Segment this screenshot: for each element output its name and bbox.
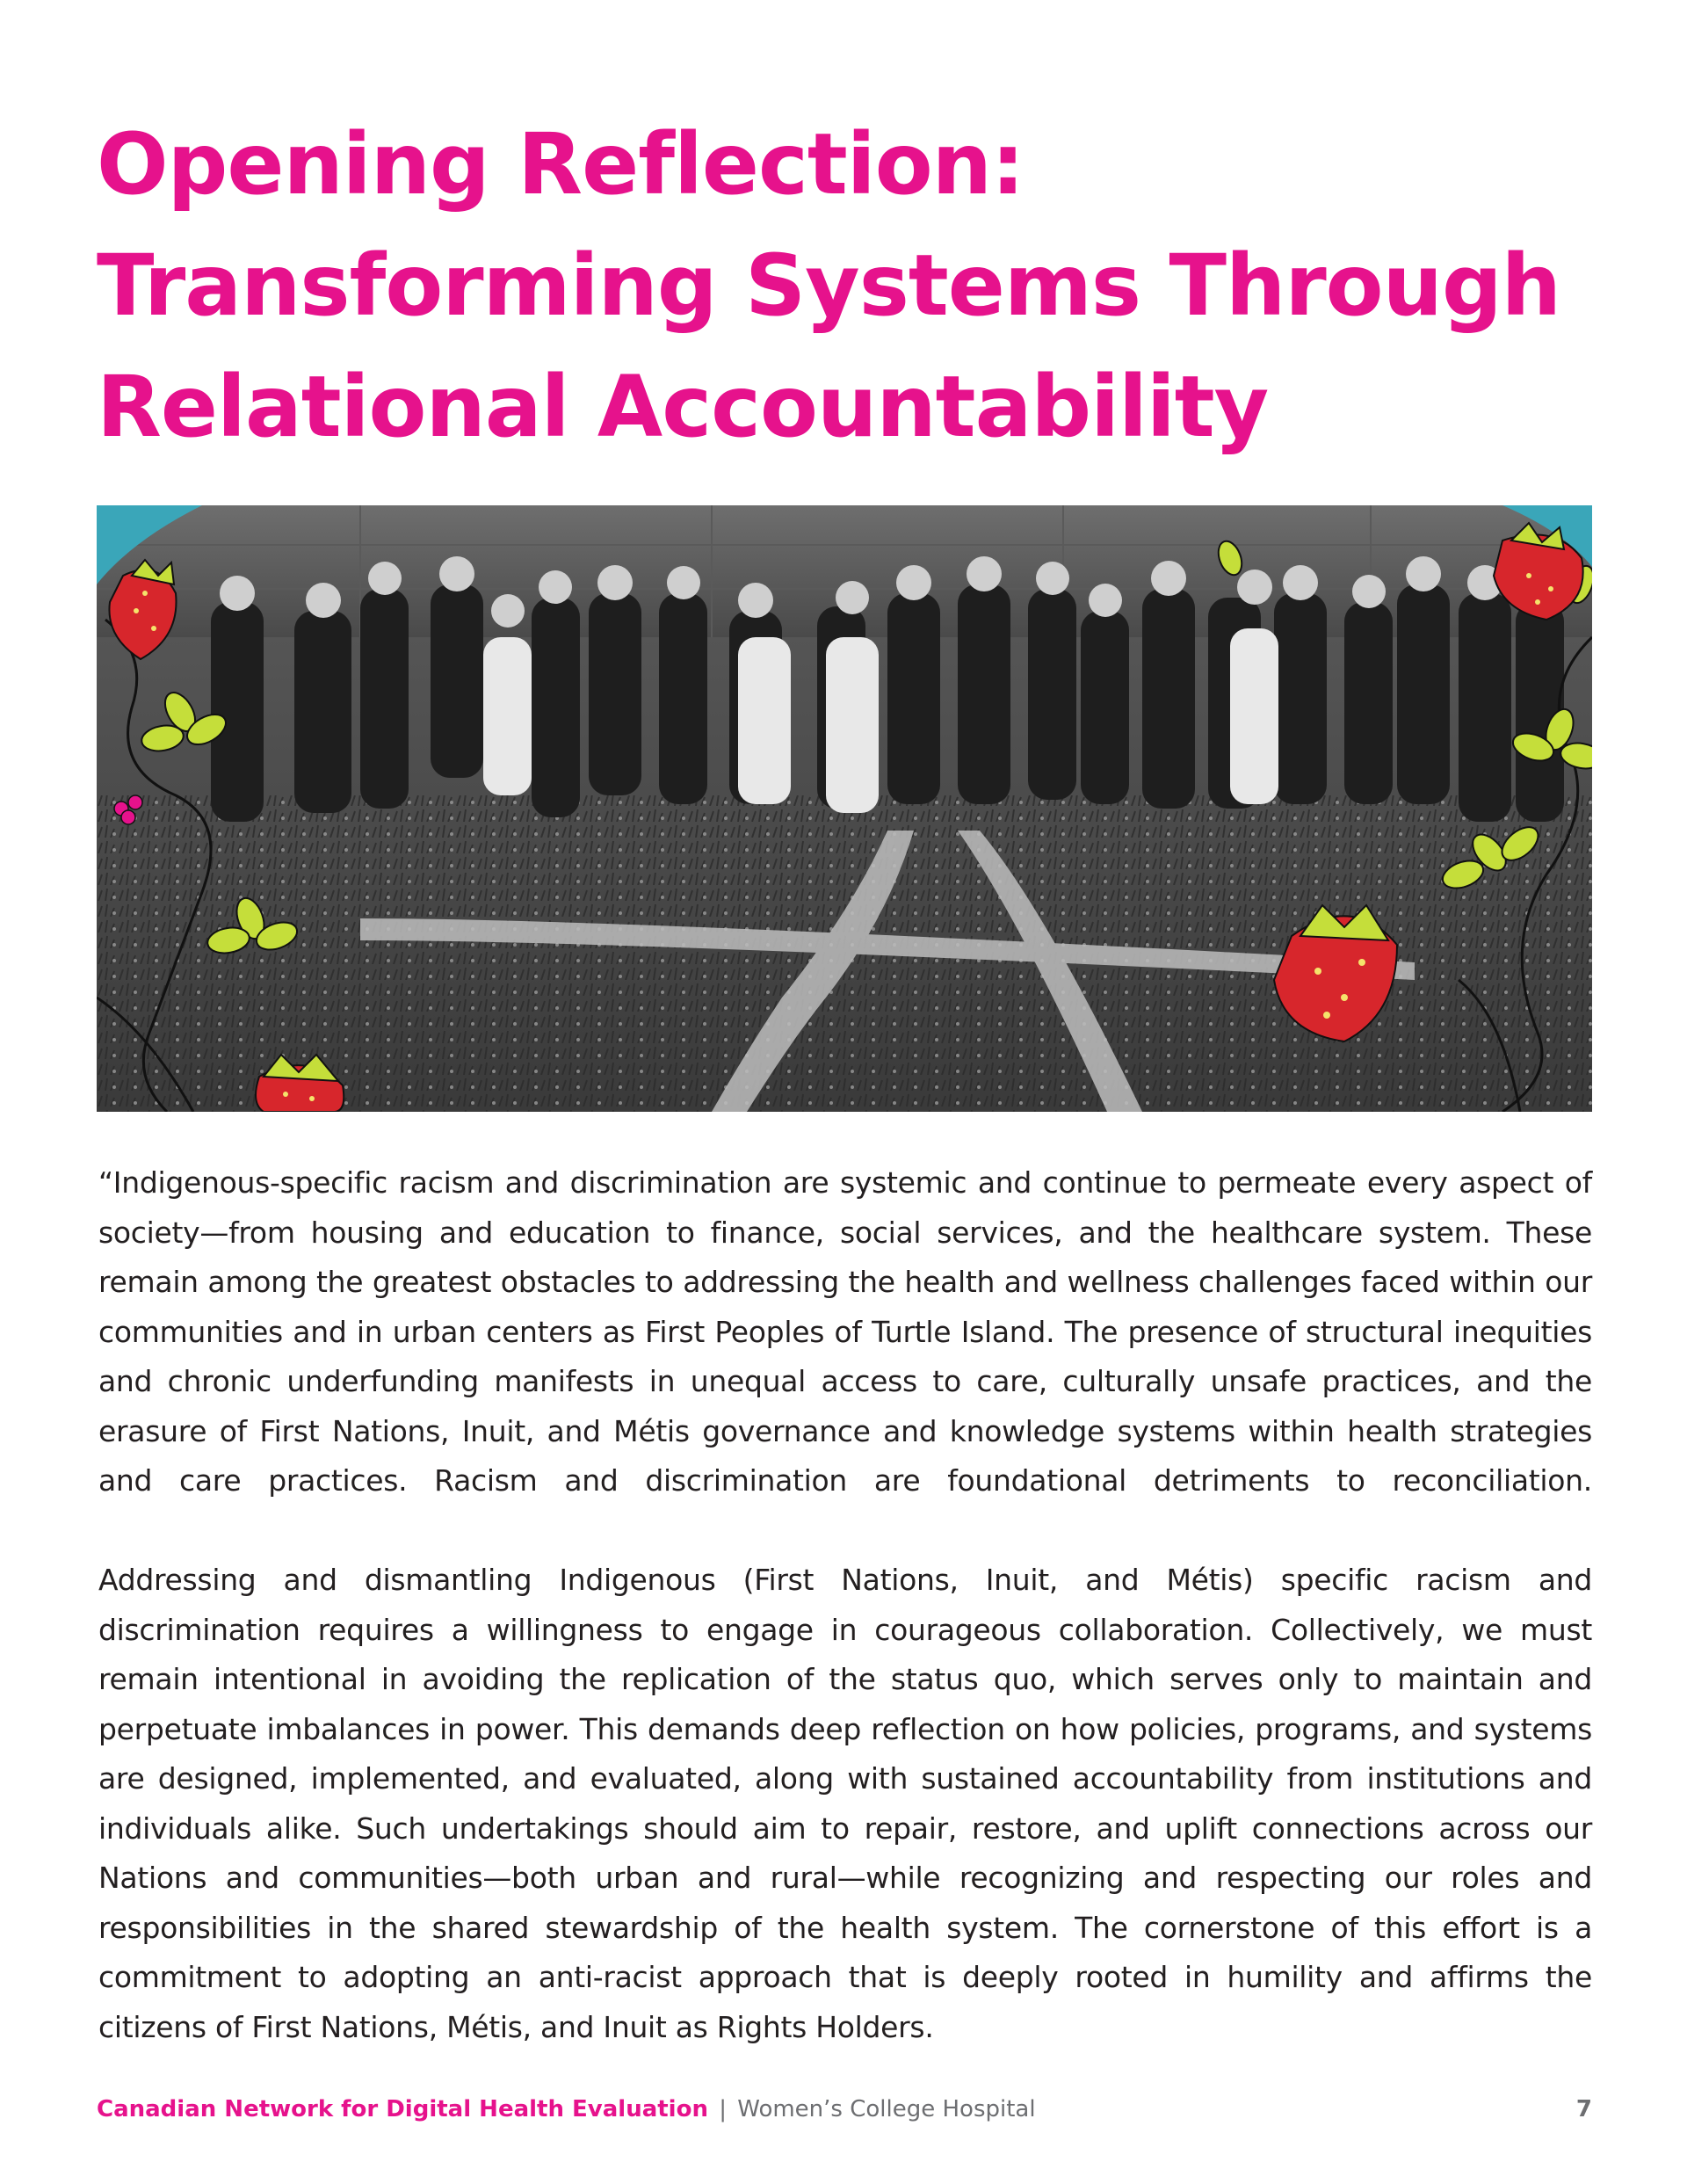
group-photo-illustration [97, 505, 1592, 1112]
group-photo [97, 505, 1592, 1112]
footer-separator: | [719, 2096, 727, 2122]
page-title [97, 104, 1608, 468]
page-number: 7 [1575, 2096, 1592, 2122]
title-line-1: Opening Reflection: [97, 115, 1025, 214]
footer-hospital: Women’s College Hospital [737, 2096, 1036, 2122]
reflection-paragraph-2: Addressing and dismantling Indigenous (First Nations, Inuit, and Métis) specific racism and discrimination requires a willingness to engage in courageous collaboration. Collectively, we must remain intentional in avoiding the replication of the status quo, which serves only to maintain and perpetuate imbalances in power. This demands deep reflection on how policies, programs, and systems are designed, implemented, and evaluated, along with sustained accountability from institutions and individuals alike. Such undertakings should aim to repair, restore, and uplift connections across our Nations and communities—both urban and rural—while recognizing and respecting our roles and responsibilities in the shared stewardship of the health system. The cornerstone of this effort is a commitment to adopting an anti-racist approach that is deeply rooted in humility and affirms the citizens of First Nations, Métis, and Inuit as Rights Holders. [98, 1563, 1592, 2044]
page-footer [97, 2092, 1592, 2127]
title-line-2: Transforming Systems Through [97, 236, 1561, 335]
title-line-3: Relational Accountability [97, 358, 1269, 456]
reflection-paragraph-1: “Indigenous-specific racism and discrimination are systemic and continue to permeate every aspect of society—from housing and education to finance, social services, and the healthcare system. These remain among the greatest obstacles to addressing the health and wellness challenges faced within our communities and in urban centers as First Peoples of Turtle Island. The presence of structural inequities and chronic underfunding manifests in unequal access to care, culturally unsafe practices, and the erasure of First Nations, Inuit, and Métis governance and knowledge systems within health strategies and care practices. Racism and discrimination are foundational detriments to reconciliation. [98, 1165, 1592, 1498]
footer-organization: Canadian Network for Digital Health Evaluation [97, 2096, 708, 2122]
